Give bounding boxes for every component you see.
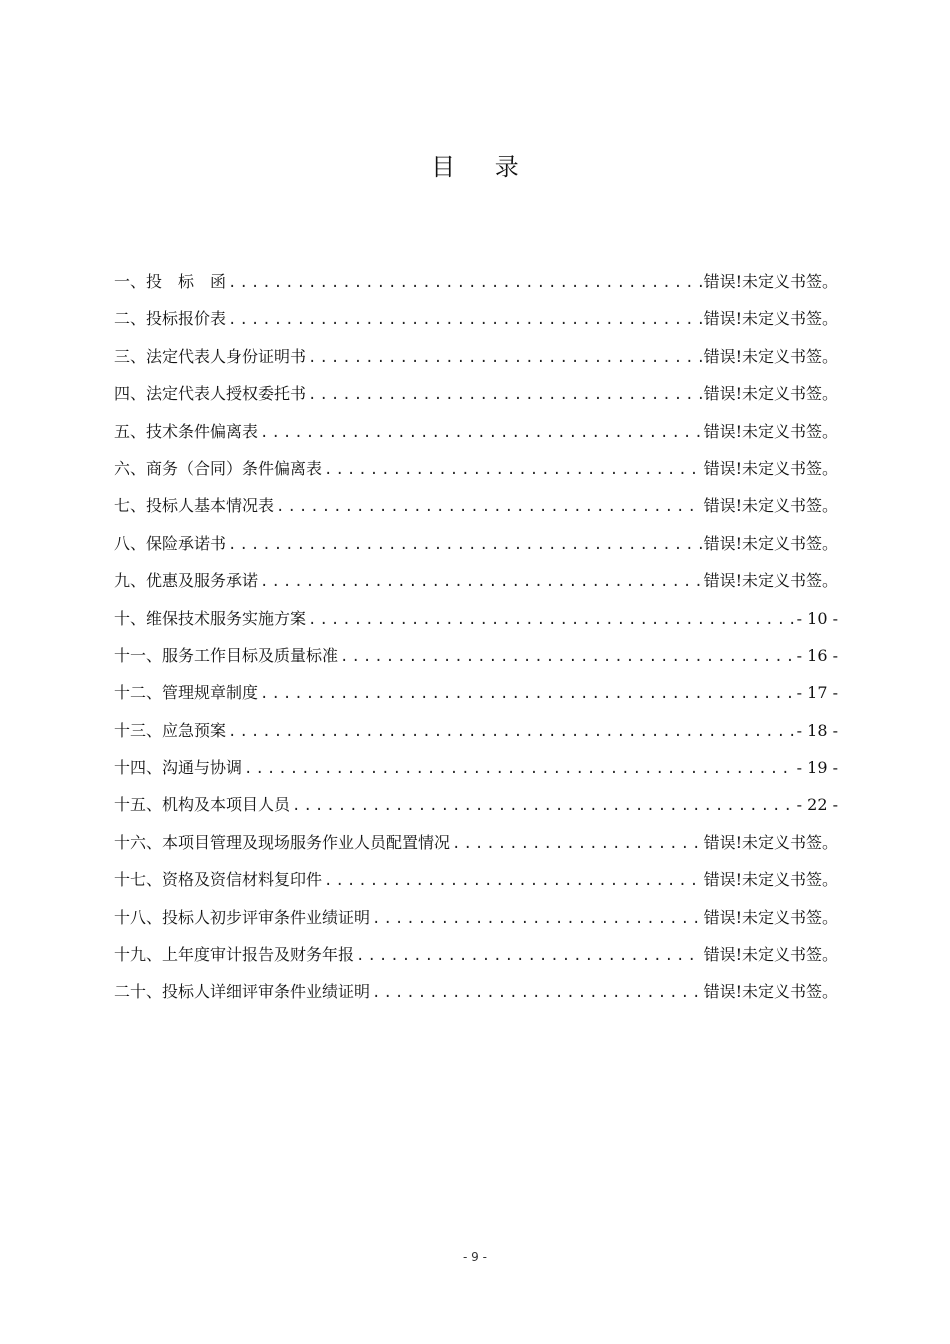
toc-entry-3[interactable] (114, 342, 838, 379)
toc-entry-20[interactable] (114, 977, 838, 1014)
toc-entry-18[interactable] (114, 903, 838, 940)
toc-entry-17[interactable] (114, 865, 838, 902)
page-number-footer: - 9 - (463, 1250, 487, 1264)
toc-entry-13[interactable] (114, 716, 838, 753)
toc-entry-page: 错误!未定义书签。 (703, 272, 838, 291)
toc-dot-leader (324, 455, 702, 485)
toc-dot-leader (308, 343, 702, 373)
toc-dot-leader (292, 791, 795, 821)
toc-entry-label: 十八、投标人初步评审条件业绩证明 (114, 907, 371, 927)
toc-dot-leader (244, 754, 795, 784)
toc-entry-page: 错误!未定义书签。 (703, 945, 838, 965)
toc-entry-label: 十一、服务工作目标及质量标准 (114, 645, 339, 665)
toc-entry-label: 十七、资格及资信材料复印件 (114, 870, 323, 890)
toc-entry-page: 错误!未定义书签。 (703, 458, 838, 478)
toc-entry-2[interactable] (114, 304, 838, 341)
toc-entry-label: 三、法定代表人身份证明书 (114, 346, 307, 366)
toc-entry-8[interactable] (114, 529, 838, 566)
toc-entry-page: 错误!未定义书签。 (703, 870, 838, 890)
toc-dot-leader (276, 492, 702, 522)
toc-dot-leader (228, 530, 702, 560)
toc-dot-leader (308, 380, 702, 410)
toc-entry-page: - 17 - (796, 683, 838, 703)
toc-entry-12[interactable] (114, 678, 838, 715)
toc-entry-label: 七、投标人基本情况表 (114, 496, 275, 516)
toc-dot-leader (228, 305, 702, 335)
toc-entry-page: 错误!未定义书签。 (703, 346, 838, 366)
toc-entry-label: 十、维保技术服务实施方案 (114, 608, 307, 628)
toc-entry-label: 十二、管理规章制度 (114, 683, 259, 703)
toc-entry-label: 十九、上年度审计报告及财务年报 (114, 945, 355, 965)
toc-dot-leader (228, 717, 795, 747)
toc-dot-leader (308, 605, 795, 635)
toc-entry-page: 错误!未定义书签。 (703, 982, 838, 1002)
toc-entry-7[interactable] (114, 491, 838, 528)
toc-entry-label: 十六、本项目管理及现场服务作业人员配置情况 (114, 832, 451, 852)
toc-entry-label: 二、投标报价表 (114, 309, 227, 329)
toc-entry-page: 错误!未定义书签。 (703, 496, 838, 516)
toc-entry-6[interactable] (114, 454, 838, 491)
toc-entry-page: 错误!未定义书签。 (703, 907, 838, 927)
toc-entry-9[interactable] (114, 566, 838, 603)
toc-entry-page: 错误!未定义书签。 (703, 533, 838, 553)
toc-entry-1[interactable] (114, 267, 838, 304)
toc-entry-label: 六、商务（合同）条件偏离表 (114, 458, 323, 478)
toc-entry-5[interactable] (114, 417, 838, 454)
toc-entry-page: - 18 - (796, 720, 838, 740)
toc-entry-page: - 22 - (796, 795, 838, 815)
toc-entry-page: 错误!未定义书签。 (703, 832, 838, 852)
toc-dot-leader (260, 567, 702, 597)
toc-entry-16[interactable] (114, 828, 838, 865)
toc-entry-11[interactable] (114, 641, 838, 678)
toc-entry-label: 十三、应急预案 (114, 720, 227, 740)
toc-dot-leader (356, 941, 702, 971)
toc-dot-leader (452, 829, 702, 859)
toc-title: 目 录 (431, 153, 535, 181)
toc-dot-leader (372, 904, 702, 934)
toc-entry-label: 九、优惠及服务承诺 (114, 571, 259, 591)
toc-entry-label: 十五、机构及本项目人员 (114, 795, 291, 815)
toc-entry-page: - 19 - (796, 758, 838, 778)
toc-entry-page: 错误!未定义书签。 (703, 309, 838, 329)
toc-entry-page: 错误!未定义书签。 (703, 571, 838, 591)
toc-entry-page: - 10 - (796, 608, 838, 628)
toc-dot-leader (228, 268, 702, 298)
toc-entry-label: 十四、沟通与协调 (114, 758, 243, 778)
toc-entry-label: 四、法定代表人授权委托书 (114, 384, 307, 404)
toc-dot-leader (372, 978, 702, 1008)
toc-dot-leader (260, 679, 795, 709)
toc-entry-page: 错误!未定义书签。 (703, 421, 838, 441)
toc-entry-19[interactable] (114, 940, 838, 977)
toc-dot-leader (324, 866, 702, 896)
toc-entry-14[interactable] (114, 753, 838, 790)
toc-dot-leader (260, 418, 702, 448)
toc-entry-4[interactable] (114, 379, 838, 416)
toc-entry-label: 八、保险承诺书 (114, 533, 227, 553)
toc-entry-page: 错误!未定义书签。 (703, 384, 838, 404)
toc-entry-10[interactable] (114, 604, 838, 641)
toc-entry-label: 五、技术条件偏离表 (114, 421, 259, 441)
toc-entry-page: - 16 - (796, 645, 838, 665)
toc-entry-label: 二十、投标人详细评审条件业绩证明 (114, 982, 371, 1002)
toc-dot-leader (340, 642, 795, 672)
toc-list (114, 267, 838, 1015)
toc-entry-label: 一、投 标 函 (114, 272, 227, 291)
toc-entry-15[interactable] (114, 790, 838, 827)
